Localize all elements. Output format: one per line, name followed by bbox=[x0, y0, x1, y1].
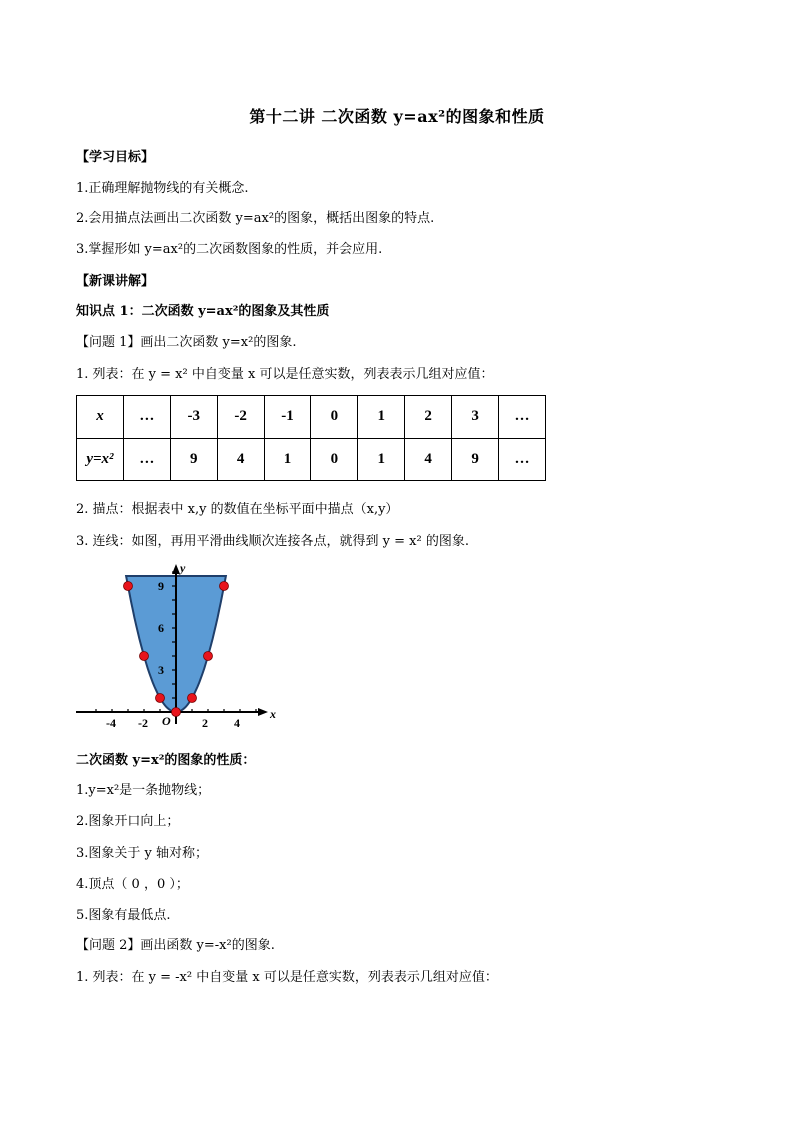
table-cell: 0 bbox=[311, 438, 358, 481]
table-cell: … bbox=[123, 396, 170, 439]
y-tick-label: 9 bbox=[158, 579, 164, 593]
property-item-4: 4.顶点（ 0 ，0 ）； bbox=[76, 877, 189, 892]
table-cell: -3 bbox=[170, 396, 217, 439]
table-row-label-y: y=x² bbox=[77, 438, 124, 481]
table-cell: 3 bbox=[452, 396, 499, 439]
y-tick-label: 3 bbox=[158, 663, 164, 677]
plot-point bbox=[204, 652, 213, 661]
property-item-1: 1.y=x²是一条抛物线； bbox=[76, 783, 211, 798]
value-table bbox=[76, 395, 546, 481]
plot-point bbox=[172, 708, 181, 717]
table-row-label-x: x bbox=[77, 396, 124, 439]
table-cell: 4 bbox=[405, 438, 452, 481]
table-cell: … bbox=[499, 396, 546, 439]
table-cell: 0 bbox=[311, 396, 358, 439]
step-2-plot: 2. 描点：根据表中 x,y 的数值在坐标平面中描点（x,y） bbox=[76, 502, 399, 517]
step-3-connect: 3. 连线：如图，再用平滑曲线顺次连接各点，就得到 y = x² 的图象. bbox=[76, 534, 469, 549]
y-tick-label: 6 bbox=[158, 621, 164, 635]
x-tick-label: 4 bbox=[234, 716, 240, 730]
goal-item-1: 1.正确理解抛物线的有关概念. bbox=[76, 181, 249, 196]
question-2-step-1: 1. 列表：在 y = -x² 中自变量 x 可以是任意实数，列表表示几组对应值： bbox=[76, 970, 498, 985]
step-1-tabulate: 1. 列表：在 y = x² 中自变量 x 可以是任意实数，列表表示几组对应值： bbox=[76, 367, 494, 382]
plot-point bbox=[156, 694, 165, 703]
plot-point bbox=[124, 582, 133, 591]
table-row-y bbox=[77, 438, 546, 481]
x-tick-label: -4 bbox=[106, 716, 116, 730]
table-row-x bbox=[77, 396, 546, 439]
plot-point bbox=[140, 652, 149, 661]
goals-heading: 【学习目标】 bbox=[76, 150, 155, 165]
table-cell: 1 bbox=[358, 396, 405, 439]
property-item-5: 5.图象有最低点. bbox=[76, 908, 171, 923]
plot-point bbox=[220, 582, 229, 591]
properties-heading: 二次函数 y=x²的图象的性质： bbox=[76, 753, 256, 768]
y-axis-label: y bbox=[180, 561, 186, 575]
table-cell: -1 bbox=[264, 396, 311, 439]
table-cell: 4 bbox=[217, 438, 264, 481]
table-cell: 1 bbox=[358, 438, 405, 481]
table-cell: -2 bbox=[217, 396, 264, 439]
property-item-3: 3.图象关于 y 轴对称； bbox=[76, 846, 209, 861]
x-axis-label: x bbox=[270, 707, 276, 721]
table-cell: 1 bbox=[264, 438, 311, 481]
y-axis-arrow bbox=[172, 564, 180, 574]
goal-item-3: 3.掌握形如 y=ax²的二次函数图象的性质，并会应用. bbox=[76, 242, 383, 257]
plot-point bbox=[188, 694, 197, 703]
knowledge-point-1: 知识点 1：二次函数 y=ax²的图象及其性质 bbox=[76, 304, 330, 319]
table-cell: … bbox=[123, 438, 170, 481]
table-cell: 2 bbox=[405, 396, 452, 439]
parabola-graph bbox=[72, 560, 292, 730]
question-2: 【问题 2】画出函数 y=-x²的图象. bbox=[76, 938, 275, 953]
table-cell: … bbox=[499, 438, 546, 481]
goal-item-2: 2.会用描点法画出二次函数 y=ax²的图象，概括出图象的特点. bbox=[76, 211, 435, 226]
x-tick-label: 2 bbox=[202, 716, 208, 730]
new-lesson-heading: 【新课讲解】 bbox=[76, 274, 155, 289]
question-1: 【问题 1】画出二次函数 y=x²的图象. bbox=[76, 335, 297, 350]
table-cell: 9 bbox=[170, 438, 217, 481]
x-tick-label: -2 bbox=[138, 716, 148, 730]
page-title: 第十二讲 二次函数 y=ax²的图象和性质 bbox=[249, 107, 545, 126]
table-cell: 9 bbox=[452, 438, 499, 481]
property-item-2: 2.图象开口向上； bbox=[76, 814, 180, 829]
origin-label: O bbox=[162, 714, 171, 728]
x-axis-arrow bbox=[258, 708, 268, 716]
